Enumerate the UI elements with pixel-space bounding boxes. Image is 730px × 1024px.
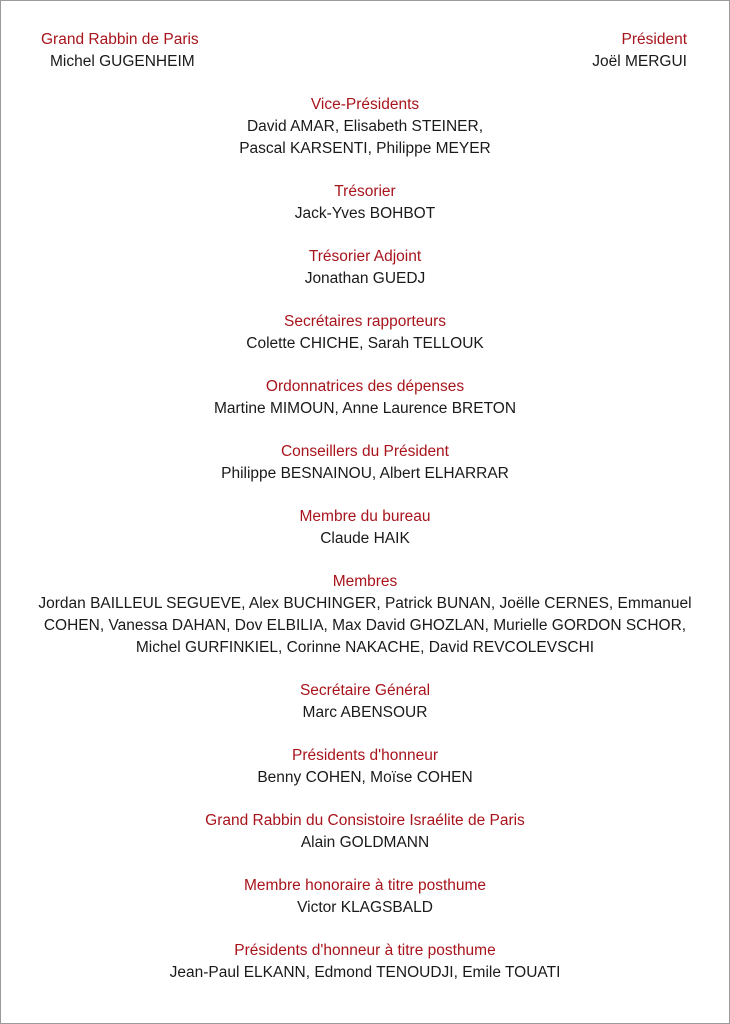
names-line: Victor KLAGSBALD [297, 899, 433, 916]
role-title: Secrétaires rapporteurs [284, 313, 446, 330]
section-membre-du-bureau [1, 506, 729, 550]
names-line: David AMAR, Elisabeth STEINER, [246, 118, 484, 135]
president-block [487, 29, 687, 73]
section-tresorier-adjoint [1, 246, 729, 290]
names-line: Jordan BAILLEUL SEGUEVE, Alex BUCHINGER, Patrick BUNAN, Joëlle CERNES, Emmanuel [38, 595, 692, 612]
names-line: Alain GOLDMANN [300, 834, 430, 851]
role-title: Président [621, 31, 687, 48]
grand-rabbin-block [41, 29, 241, 73]
role-title: Secrétaire Général [299, 682, 431, 699]
section-presidents-honneur [1, 745, 729, 789]
section-tresorier [1, 181, 729, 225]
section-membres [1, 571, 729, 659]
role-title: Conseillers du Président [280, 443, 449, 460]
role-title: Présidents d'honneur à titre posthume [234, 942, 496, 959]
role-title: Grand Rabbin du Consistoire Israélite de Paris [205, 812, 525, 829]
person-names: Michel GUGENHEIM [50, 53, 195, 70]
role-title: Membre du bureau [299, 508, 431, 525]
role-title: Membre honoraire à titre posthume [243, 877, 487, 894]
role-title: Ordonnatrices des dépenses [265, 378, 465, 395]
role-title: Présidents d'honneur [291, 747, 438, 764]
names-line: Jonathan GUEDJ [304, 270, 426, 287]
role-title: Trésorier Adjoint [308, 248, 422, 265]
role-title: Grand Rabbin de Paris [41, 31, 199, 48]
names-line: Claude HAIK [320, 530, 410, 547]
names-line: Pascal KARSENTI, Philippe MEYER [239, 140, 491, 157]
names-line: Marc ABENSOUR [302, 704, 428, 721]
names-line: COHEN, Vanessa DAHAN, Dov ELBILIA, Max David GHOZLAN, Murielle GORDON SCHOR, [43, 617, 687, 634]
section-ordonnatrices [1, 376, 729, 420]
names-line: Michel GURFINKIEL, Corinne NAKACHE, David REVCOLEVSCHI [135, 639, 595, 656]
section-secretaire-general [1, 680, 729, 724]
section-grand-rabbin-consistoire [1, 810, 729, 854]
role-title: Membres [332, 573, 398, 590]
person-names: Joël MERGUI [592, 53, 687, 70]
section-vice-presidents [1, 94, 729, 160]
role-title: Trésorier [334, 183, 396, 200]
roles-list [1, 94, 729, 984]
section-presidents-honneur-posthume [1, 940, 729, 984]
names-line: Philippe BESNAINOU, Albert ELHARRAR [221, 465, 509, 482]
section-membre-honoraire-posthume [1, 875, 729, 919]
names-line: Jack-Yves BOHBOT [294, 205, 436, 222]
section-conseillers [1, 441, 729, 485]
role-title: Vice-Présidents [310, 96, 420, 113]
names-line: Jean-Paul ELKANN, Edmond TENOUDJI, Emile TOUATI [169, 964, 561, 981]
section-secretaires-rapporteurs [1, 311, 729, 355]
names-line: Martine MIMOUN, Anne Laurence BRETON [213, 400, 517, 417]
names-line: Benny COHEN, Moïse COHEN [257, 769, 473, 786]
names-line: Colette CHICHE, Sarah TELLOUK [246, 335, 484, 352]
